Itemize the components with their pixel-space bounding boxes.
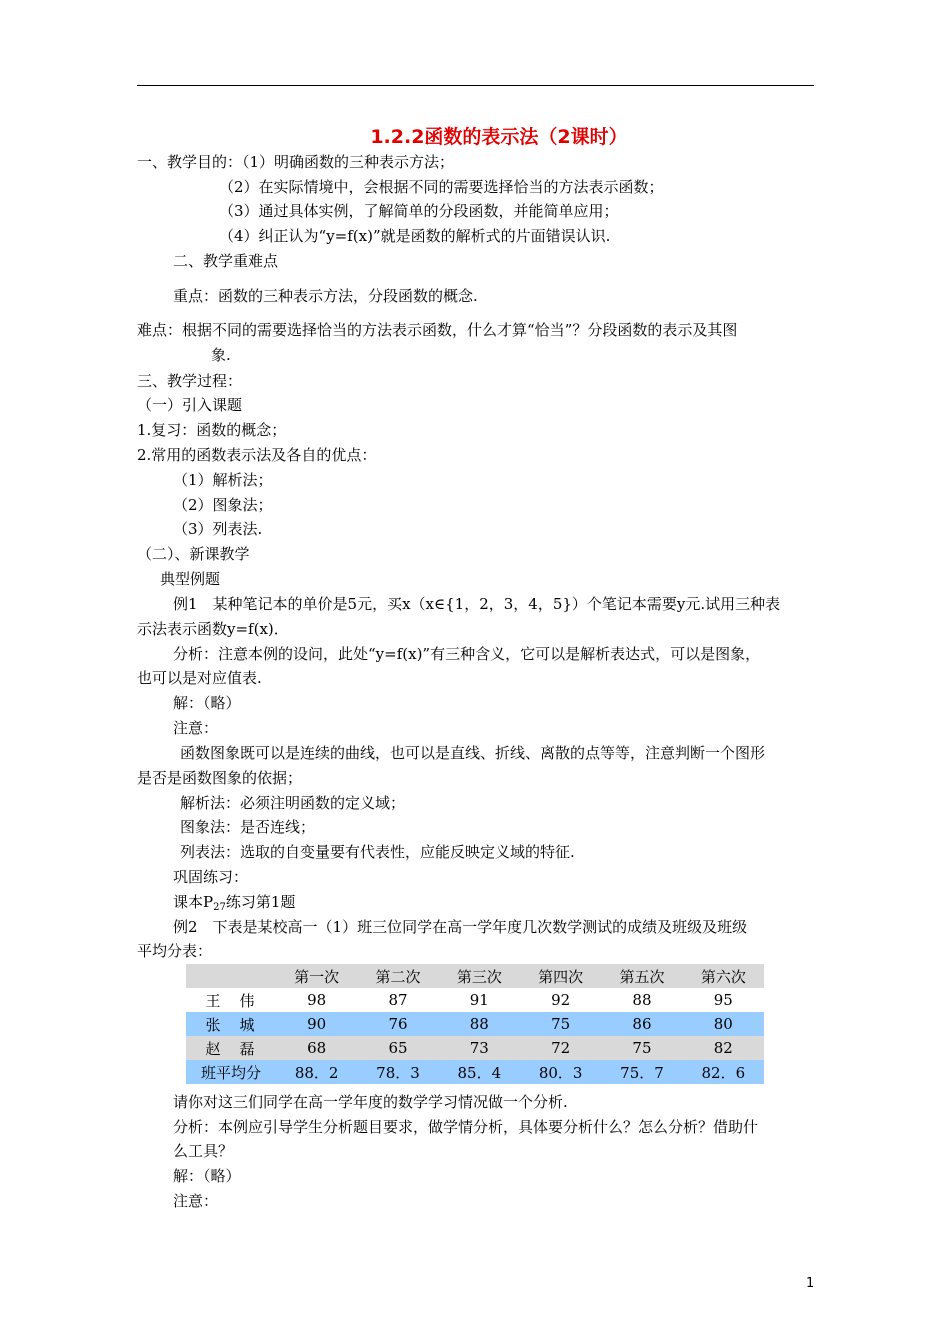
page-title: 1.2.2函数的表示法（2课时）	[370, 126, 628, 148]
text-line: 图象法：是否连线；	[180, 818, 316, 836]
text-line: 例2 下表是某校高一（1）班三位同学在高一学年度几次数学测试的成绩及班级及班级	[173, 918, 748, 936]
text-line: 么工具？	[173, 1142, 234, 1160]
text-line: （2）在实际情境中，会根据不同的需要选择恰当的方法表示函数；	[219, 178, 664, 196]
table-row	[186, 988, 764, 1012]
text-line: 也可以是对应值表.	[137, 669, 262, 687]
text-line: 是否是函数图象的依据；	[137, 769, 303, 787]
table-cell: 85．4	[439, 1060, 520, 1084]
table-cell: 88．2	[276, 1060, 357, 1084]
text-part: 练习第1题	[225, 893, 296, 911]
text-line: 函数图象既可以是连续的曲线，也可以是直线、折线、离散的点等等，注意判断一个图形	[180, 744, 766, 762]
table-header-cell: 第三次	[439, 964, 520, 988]
table-cell: 92	[520, 988, 601, 1012]
table-cell: 88	[439, 1012, 520, 1036]
table-header-row	[186, 964, 764, 988]
table-cell: 王 伟	[186, 988, 276, 1012]
table-cell: 72	[520, 1036, 601, 1060]
table-cell: 73	[439, 1036, 520, 1060]
table-row	[186, 1012, 764, 1036]
table-cell: 75	[601, 1036, 682, 1060]
table-cell: 87	[357, 988, 438, 1012]
score-table	[186, 964, 764, 1084]
table-cell: 80．3	[520, 1060, 601, 1084]
text-line: 分析：注意本例的设问，此处“y=f(x)”有三种含义，它可以是解析表达式，可以是图象，	[173, 645, 761, 663]
table-cell: 78．3	[357, 1060, 438, 1084]
table-header-cell: 第五次	[601, 964, 682, 988]
table-cell: 90	[276, 1012, 357, 1036]
table-cell: 赵 磊	[186, 1036, 276, 1060]
text-line: 注意：	[173, 719, 219, 737]
text-line: 例1 某种笔记本的单价是5元，买x（x∈{1，2，3，4，5}）个笔记本需要y元.试用三种表	[173, 595, 781, 613]
table-row	[186, 1036, 764, 1060]
table-row	[186, 1060, 764, 1084]
subscript: 27	[213, 902, 226, 913]
table-cell: 82	[683, 1036, 764, 1060]
table-cell: 76	[357, 1012, 438, 1036]
table-header-cell: 第六次	[683, 964, 764, 988]
table-header-cell: 第二次	[357, 964, 438, 988]
text-line: 重点：函数的三种表示方法，分段函数的概念.	[173, 287, 478, 305]
text-line: 2.常用的函数表示法及各自的优点：	[137, 446, 377, 464]
text-line: 平均分表：	[137, 942, 213, 960]
table-cell: 65	[357, 1036, 438, 1060]
text-line: （4）纠正认为“y=f(x)”就是函数的解析式的片面错误认识.	[219, 227, 611, 245]
text-line: （3）列表法.	[173, 520, 263, 538]
text-line: （二）、新课教学	[137, 545, 250, 563]
table-cell: 91	[439, 988, 520, 1012]
table-header-cell: 第四次	[520, 964, 601, 988]
text-line: （1）解析法；	[173, 471, 273, 489]
text-line: 分析：本例应引导学生分析题目要求，做学情分析，具体要分析什么？怎么分析？借助什	[173, 1118, 759, 1136]
table-cell	[186, 964, 276, 988]
table-cell: 班平均分	[186, 1060, 276, 1084]
table-header-cell: 第一次	[276, 964, 357, 988]
table-cell: 98	[276, 988, 357, 1012]
text-line: 巩固练习：	[173, 868, 249, 886]
text-line: 解：（略）	[173, 694, 241, 712]
text-line: （2）图象法；	[173, 496, 273, 514]
text-line: 难点：根据不同的需要选择恰当的方法表示函数，什么才算“恰当”？分段函数的表示及其图	[137, 321, 738, 339]
table-cell: 86	[601, 1012, 682, 1036]
section-heading: 二、教学重难点	[173, 252, 279, 270]
text-line: 一、教学目的：（1）明确函数的三种表示方法；	[137, 153, 455, 171]
table-cell: 68	[276, 1036, 357, 1060]
table-cell: 80	[683, 1012, 764, 1036]
text-line: 解：（略）	[173, 1167, 241, 1185]
text-part: 课本P	[173, 893, 214, 911]
text-line: 典型例题	[160, 570, 221, 588]
text-line: 示法表示函数y=f(x)．	[137, 620, 289, 638]
text-line: 1.复习：函数的概念；	[137, 421, 287, 439]
text-line: 注意：	[173, 1192, 219, 1210]
page-number: 1	[806, 1276, 815, 1291]
table-cell: 95	[683, 988, 764, 1012]
text-line: 解析法：必须注明函数的定义域；	[180, 794, 406, 812]
header-rule	[137, 85, 814, 86]
text-line: 象.	[211, 346, 231, 364]
table-cell: 75．7	[601, 1060, 682, 1084]
section-heading: 三、教学过程：	[137, 372, 243, 390]
text-line: 请你对这三们同学在高一学年度的数学学习情况做一个分析.	[173, 1093, 568, 1111]
text-line	[173, 892, 295, 918]
table-cell: 张 城	[186, 1012, 276, 1036]
table-cell: 82．6	[683, 1060, 764, 1084]
text-line: （3）通过具体实例，了解简单的分段函数，并能简单应用；	[219, 202, 619, 220]
table-cell: 75	[520, 1012, 601, 1036]
text-line: （一）引入课题	[137, 396, 243, 414]
text-line: 列表法：选取的自变量要有代表性，应能反映定义域的特征.	[180, 843, 575, 861]
table-cell: 88	[601, 988, 682, 1012]
